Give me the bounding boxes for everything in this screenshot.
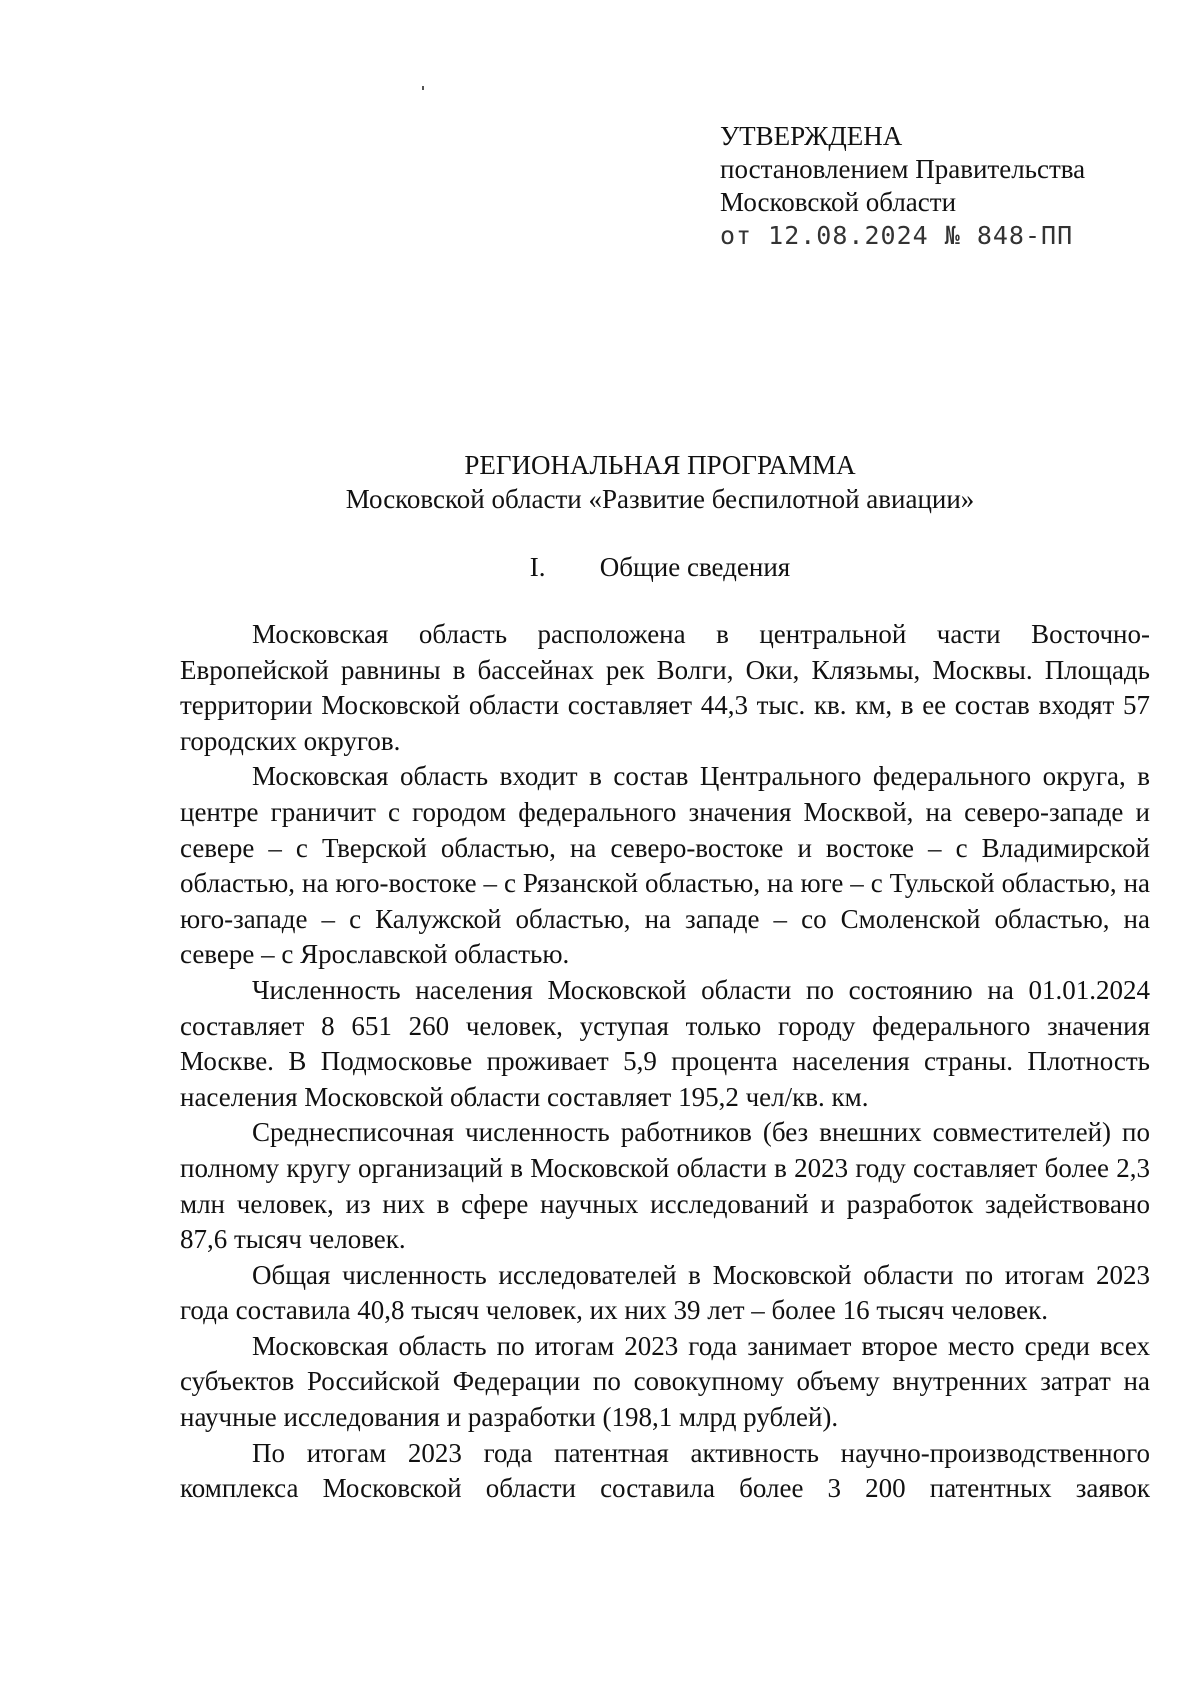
paragraph: Среднесписочная численность работников (без внешних совместителей) по полному кругу организаций в Московской области в 2023 году составляет более 2,3 млн человек, из них в сфере научных исследований и разработок задействовано 87,6 тысяч человек. (180, 1117, 1150, 1255)
approval-line-2: Московской области (720, 187, 957, 217)
title-line-1: РЕГИОНАЛЬНАЯ ПРОГРАММА (464, 450, 856, 480)
paragraph: Московская область расположена в центральной части Восточно-Европейской равнины в бассейнах рек Волги, Оки, Клязьмы, Москвы. Площадь территории Московской области составляет 44,3 тыс. кв. км, в ее состав входят 57 городских округов. (180, 619, 1150, 756)
paragraph: Общая численность исследователей в Московской области по итогам 2023 года составила 40,8 тысяч человек, их них 39 лет – более 16 тысяч человек. (180, 1259, 1150, 1326)
approval-line-1: постановлением Правительства (720, 154, 1086, 184)
approval-status: УТВЕРЖДЕНА (720, 121, 903, 151)
document-title (180, 448, 1140, 516)
paragraph: Московская область входит в состав Центрального федерального округа, в центре граничит с городом федерального значения Москвой, на северо-западе и севере – с Тверской областью, на северо-востоке и востоке – с Владимирской областью, на юго-востоке – с Рязанской областью, на юге – с Тульской областью, на юго-западе – с Калужской областью, на западе – со Смоленской областью, на севере – с Ярославской областью. (180, 761, 1150, 970)
scan-speck (422, 86, 424, 90)
section-number: I. (529, 552, 546, 582)
paragraph: По итогам 2023 года патентная активность научно-производственного комплекса Московской области составила более 3 200 патентных заявок (180, 1437, 1150, 1504)
section-heading (180, 550, 1140, 584)
paragraph: Московская область по итогам 2023 года занимает второе место среди всех субъектов Российской Федерации по совокупному объему внутренних затрат на научные исследования и разработки (198,1 млрд рублей). (180, 1330, 1150, 1433)
approval-date-number: от 12.08.2024 № 848-ПП (720, 221, 1074, 250)
section-title: Общие сведения (599, 552, 791, 582)
approval-block (720, 120, 1085, 252)
body-text (180, 617, 1150, 1507)
title-line-2: Московской области «Развитие беспилотной авиации» (345, 484, 975, 514)
paragraph: Численность населения Московской области по состоянию на 01.01.2024 составляет 8 651 260 человек, уступая только городу федерального значения Москве. В Подмосковье проживает 5,9 процента населения страны. Плотность населения Московской области составляет 195,2 чел/кв. км. (180, 974, 1150, 1112)
